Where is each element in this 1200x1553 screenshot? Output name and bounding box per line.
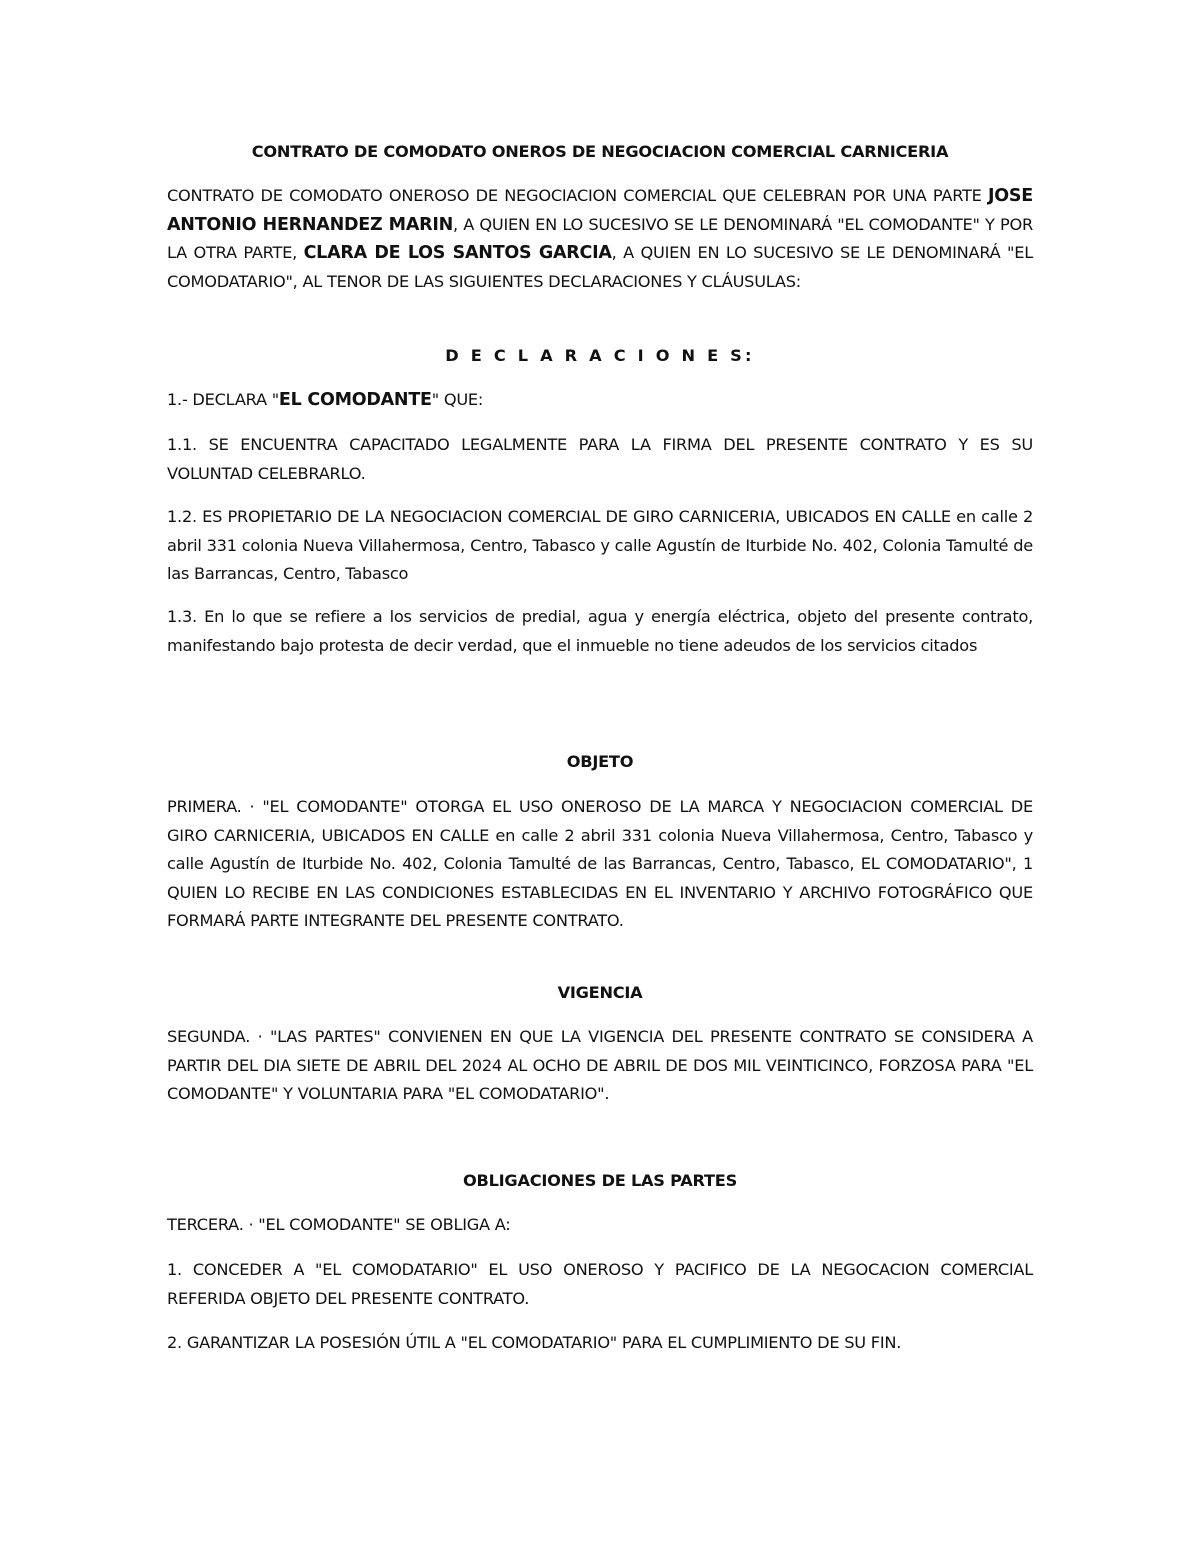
obligation-item-1: 1. CONCEDER A "EL COMODATARIO" EL USO ONEROSO Y PACIFICO DE LA NEGOCACION COMERCIAL REFERIDA OBJETO DEL PRESENTE CONTRATO.	[167, 1260, 1033, 1308]
obligaciones-heading: OBLIGACIONES DE LAS PARTES	[463, 1171, 737, 1190]
declaration-1-2: 1.2. ES PROPIETARIO DE LA NEGOCIACION COMERCIAL DE GIRO CARNICERIA, UBICADOS EN CALLE en calle 2 abril 331 colonia Nueva Villahermosa, Centro, Tabasco y calle Agustín de Iturbide No. 402, Colonia Tamulté de las Barrancas, Centro, Tabasco	[167, 507, 1033, 583]
declara-suffix: " QUE:	[431, 390, 484, 409]
party-1-name: JOSE ANTONIO HERNANDEZ MARIN	[167, 186, 1033, 235]
vigencia-heading: VIGENCIA	[557, 983, 643, 1002]
vigencia-clause: SEGUNDA. · "LAS PARTES" CONVIENEN EN QUE LA VIGENCIA DEL PRESENTE CONTRATO SE CONSIDERA A PARTIR DEL DIA SIETE DE ABRIL DEL 2024 AL OCHO DE ABRIL DE DOS MIL VEINTICINCO, FORZOSA PARA "EL COMODANTE" Y VOLUNTARIA PARA "EL COMODATARIO".	[167, 1027, 1033, 1103]
tercera-clause: TERCERA. · "EL COMODANTE" SE OBLIGA A:	[167, 1215, 511, 1234]
obligation-item-2: 2. GARANTIZAR LA POSESIÓN ÚTIL A "EL COMODATARIO" PARA EL CUMPLIMIENTO DE SU FIN.	[167, 1333, 902, 1352]
intro-paragraph	[167, 182, 1033, 296]
declara-line	[167, 386, 1033, 415]
intro-text-1: CONTRATO DE COMODATO ONEROSO DE NEGOCIACION COMERCIAL QUE CELEBRAN POR UNA PARTE	[167, 186, 989, 205]
document-title: CONTRATO DE COMODATO ONEROS DE NEGOCIACION COMERCIAL CARNICERIA	[251, 142, 949, 161]
intro-text-2: , A QUIEN EN LO SUCESIVO SE LE DENOMINARÁ "EL COMODANTE" Y POR LA OTRA PARTE,	[167, 214, 1033, 262]
declaraciones-heading: D E C L A R A C I O N E S:	[445, 346, 755, 365]
declaration-1-1: 1.1. SE ENCUENTRA CAPACITADO LEGALMENTE PARA LA FIRMA DEL PRESENTE CONTRATO Y ES SU VOLUNTAD CELEBRARLO.	[167, 435, 1033, 483]
declaration-1-3: 1.3. En lo que se refiere a los servicios de predial, agua y energía eléctrica, objeto del presente contrato, manifestando bajo protesta de decir verdad, que el inmueble no tiene adeudos de los servicios citados	[167, 607, 1033, 655]
objeto-heading: OBJETO	[566, 752, 634, 771]
intro-text-3: , A QUIEN EN LO SUCESIVO SE LE DENOMINARÁ "EL COMODATARIO", AL TENOR DE LAS SIGUIENTES DECLARACIONES Y CLÁUSULAS:	[167, 243, 1033, 291]
declara-name: EL COMODANTE	[278, 390, 432, 410]
declara-prefix: 1.- DECLARA "	[167, 390, 279, 409]
party-2-name: CLARA DE LOS SANTOS GARCIA	[303, 243, 612, 263]
objeto-clause: PRIMERA. · "EL COMODANTE" OTORGA EL USO ONEROSO DE LA MARCA Y NEGOCIACION COMERCIAL DE GIRO CARNICERIA, UBICADOS EN CALLE en calle 2 abril 331 colonia Nueva Villahermosa, Centro, Tabasco y calle Agustín de Iturbide No. 402, Colonia Tamulté de las Barrancas, Centro, Tabasco, EL COMODATARIO", 1 QUIEN LO RECIBE EN LAS CONDICIONES ESTABLECIDAS EN EL INVENTARIO Y ARCHIVO FOTOGRÁFICO QUE FORMARÁ PARTE INTEGRANTE DEL PRESENTE CONTRATO.	[167, 797, 1033, 930]
